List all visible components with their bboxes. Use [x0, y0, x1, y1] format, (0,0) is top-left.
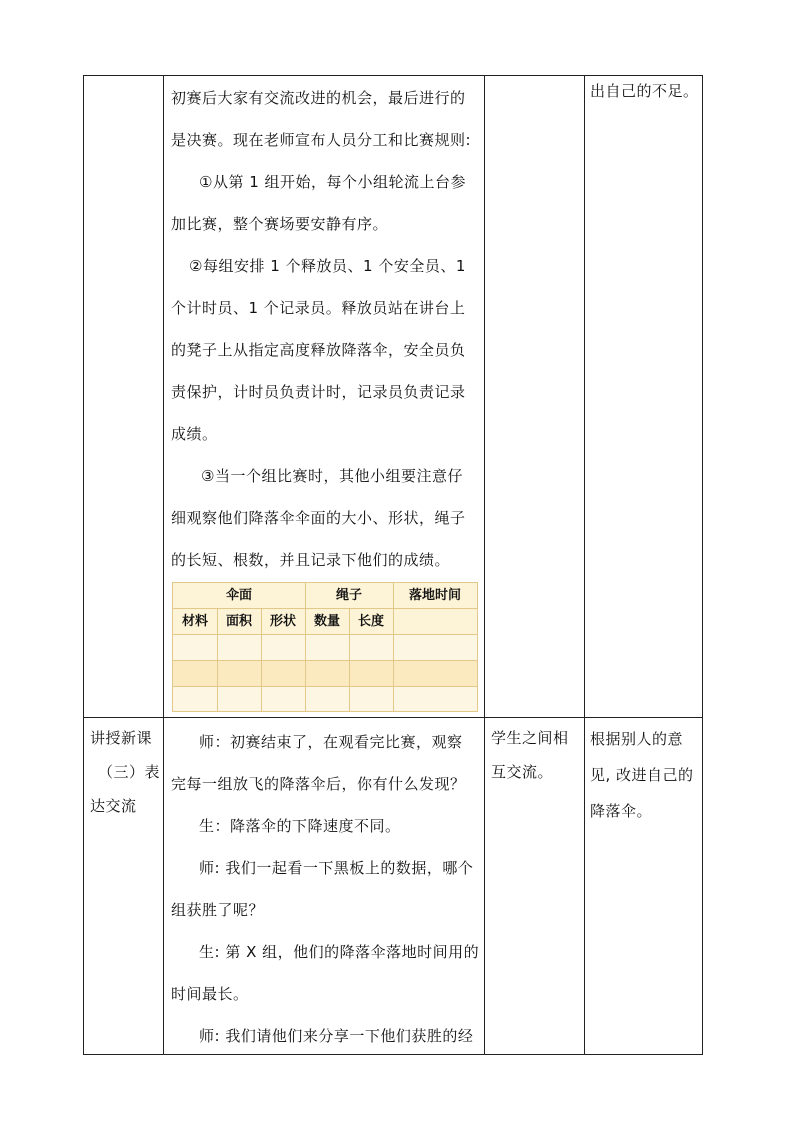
- row1-main-text: [171, 77, 483, 581]
- paragraph: 师: 我们请他们来分享一下他们获胜的经: [199, 1027, 474, 1045]
- paragraph: 加比赛，整个赛场要安静有序。: [171, 215, 389, 233]
- label-line: 讲授新课: [90, 729, 153, 747]
- table-row-shade: [173, 687, 477, 711]
- label-line: （三）表: [98, 763, 161, 781]
- table-row-shade: [173, 661, 477, 687]
- paragraph: 完每一组放飞的降落伞后，你有什么发现？: [171, 775, 466, 793]
- table-border-col2: [163, 75, 164, 1055]
- table-border-col3: [484, 75, 485, 1055]
- paragraph: 个计时员、1 个记录员。释放员站在讲台上: [171, 299, 466, 317]
- table-line: [173, 660, 477, 661]
- paragraph: 的长短、根数，并且记录下他们的成绩。: [171, 551, 451, 569]
- subheader-length: 长度: [357, 614, 384, 629]
- row2-student-activity: [491, 721, 583, 789]
- paragraph: 的凳子上从指定高度释放降落伞，安全员负: [171, 341, 466, 359]
- paragraph: 出自己的不足。: [590, 82, 699, 100]
- paragraph: 责保护，计时员负责计时，记录员负责记录: [171, 383, 466, 401]
- paragraph: 成绩。: [171, 425, 218, 443]
- table-row-shade: [173, 635, 477, 661]
- paragraph: 生：降落伞的下降速度不同。: [199, 817, 401, 835]
- paragraph: 细观察他们降落伞伞面的大小、形状，绳子: [171, 509, 466, 527]
- header-rope: 绳子: [335, 588, 362, 603]
- row2-section-label: [90, 721, 162, 823]
- paragraph: 时间最长。: [171, 985, 249, 1003]
- paragraph: ③当一个组比赛时，其他小组要注意仔: [201, 467, 463, 485]
- subheader-material: 材料: [181, 614, 208, 629]
- paragraph: 生: 第 X 组，他们的降落伞落地时间用的: [199, 943, 480, 961]
- table-line: [217, 609, 218, 711]
- table-line: [393, 583, 394, 711]
- row2-design-intent: [590, 721, 700, 829]
- paragraph: 降落伞。: [590, 802, 653, 820]
- subheader-shape: 形状: [269, 614, 296, 629]
- paragraph: 组获胜了呢？: [171, 901, 265, 919]
- table-line: [173, 634, 477, 635]
- table-line: [349, 609, 350, 711]
- subheader-area: 面积: [225, 614, 252, 629]
- table-border-right: [702, 75, 703, 1055]
- paragraph: 学生之间相: [491, 729, 569, 747]
- table-line: [173, 686, 477, 687]
- paragraph: 师: 我们一起看一下黑板上的数据，哪个: [199, 859, 474, 877]
- header-canopy: 伞面: [225, 588, 252, 603]
- table-line: [173, 608, 477, 609]
- paragraph: ①从第 1 组开始，每个小组轮流上台参: [199, 173, 467, 191]
- table-line: [305, 583, 306, 711]
- table-border-col4: [584, 75, 585, 1055]
- record-table: [172, 582, 478, 712]
- table-border-middle: [83, 717, 703, 718]
- table-border-left: [83, 75, 84, 1055]
- paragraph: 是决赛。现在老师宣布人员分工和比赛规则:: [171, 131, 472, 149]
- header-landing-time: 落地时间: [408, 588, 461, 603]
- paragraph: ②每组安排 1 个释放员、1 个安全员、1: [189, 257, 466, 275]
- paragraph: 初赛后大家有交流改进的机会，最后进行的: [171, 89, 466, 107]
- paragraph: 互交流。: [491, 763, 554, 781]
- row2-main-text: [171, 721, 483, 1057]
- table-line: [261, 609, 262, 711]
- row1-col4-text: [590, 70, 700, 112]
- label-line: 达交流: [90, 797, 137, 815]
- paragraph: 根据别人的意: [590, 730, 684, 748]
- subheader-count: 数量: [313, 614, 340, 629]
- paragraph: 师：初赛结束了，在观看完比赛，观察: [199, 733, 463, 751]
- paragraph: 见, 改进自己的: [590, 766, 694, 784]
